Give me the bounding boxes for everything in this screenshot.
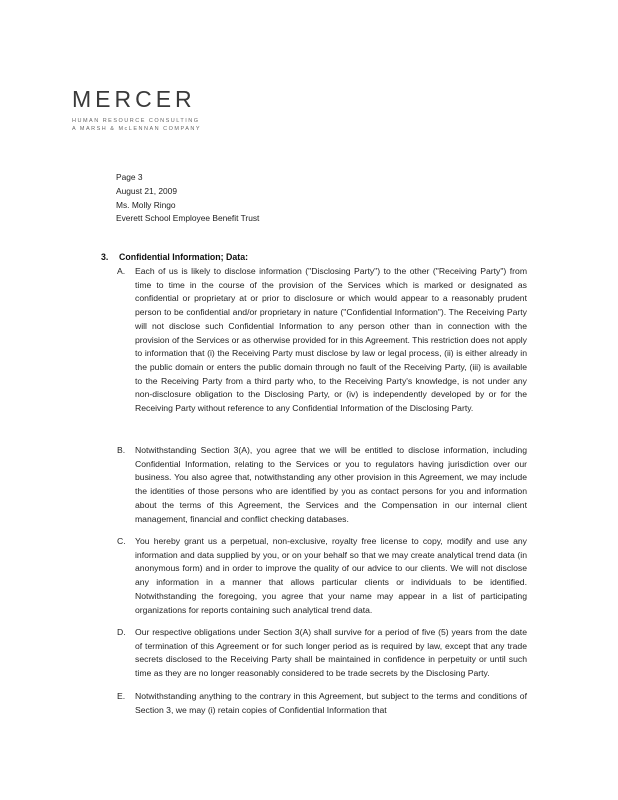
clause-c: [117, 535, 527, 617]
clause-text: Notwithstanding Section 3(A), you agree that we will be entitled to disclose information, including Confidential Information, relating to the Services or you to regulators having jurisdiction over our business. You also agree that, notwithstanding any other provision in this Agreement, we may include the identities of those persons who are identified by you as contact persons for you and information about the terms of this Agreement, the Services and the Compensation in our internal client management, financial and conflict checking databases.: [135, 445, 527, 524]
recipient-organization: Everett School Employee Benefit Trust: [116, 213, 260, 224]
letter-date: August 21, 2009: [116, 185, 178, 196]
clause-letter: B.: [117, 445, 126, 455]
clause-text: Our respective obligations under Section 3(A) shall survive for a period of five (5) years from the date of termination of this Agreement or for such longer period as is required by law, except that any trade secrets disclosed to the Receiving Party shall be maintained in confidence in perpetuity or until such time as they are no longer reasonably considered to be trade secrets by the Disclosing Party.: [135, 627, 527, 679]
section-number: 3.: [101, 252, 109, 262]
clause-text: Notwithstanding anything to the contrary in this Agreement, but subject to the terms and conditions of Section 3, we may (i) retain copies of Confidential Information that: [135, 691, 527, 715]
clause-letter: A.: [117, 266, 126, 276]
mercer-logo: MERCER: [72, 86, 196, 112]
clause-text: You hereby grant us a perpetual, non-exclusive, royalty free license to copy, modify and use any information and data supplied by you, or on your behalf so that we may create analytical trend data (in anonymous form) and in order to improve the quality of our advice to our clients. We will not disclose any information in a manner that allows particular clients or individuals to be identified. Notwithstanding the foregoing, you agree that your name may appear in a list of participating organizations for reports containing such analytical trend data.: [135, 536, 527, 615]
section-title: Confidential Information; Data:: [119, 252, 249, 262]
clause-d: [117, 626, 527, 681]
clause-text: Each of us is likely to disclose information ("Disclosing Party") to the other ("Receiving Party") from time to time in the course of the provision of the Services which is marked or designated as confidential or proprietary at or prior to disclosure or which would appear to a reasonably prudent person to be confidential and/or proprietary in nature ("Confidential Information"). The Receiving Party will not disclose such Confidential Information to any person other than in connection with the provision of the Services or as otherwise provided for in this Agreement. This restriction does not apply to information that (i) the Receiving Party must disclose by law or legal process, (ii) is either already in the public domain or enters the public domain through no fault of the Receiving Party, (iii) is available to the Receiving Party from a third party who, to the Receiving Party's knowledge, is not under any non-disclosure obligation to the Disclosing Party, or (iv) is independently developed by or for the Receiving Party without reference to any Confidential Information of the Disclosing Party.: [135, 266, 527, 414]
clause-letter: D.: [117, 627, 126, 637]
clause-e: [117, 690, 527, 717]
clause-letter: E.: [117, 691, 126, 701]
recipient-name: Ms. Molly Ringo: [116, 199, 176, 210]
clause-b: [117, 444, 527, 526]
page-number: Page 3: [116, 172, 143, 182]
letterhead-tagline: HUMAN RESOURCE CONSULTING: [72, 118, 200, 124]
clause-a: [117, 265, 527, 416]
clause-letter: C.: [117, 536, 126, 546]
letterhead-company-line: A MARSH & McLENNAN COMPANY: [72, 126, 202, 132]
section-heading: [101, 252, 248, 262]
letter-header: [116, 171, 259, 226]
